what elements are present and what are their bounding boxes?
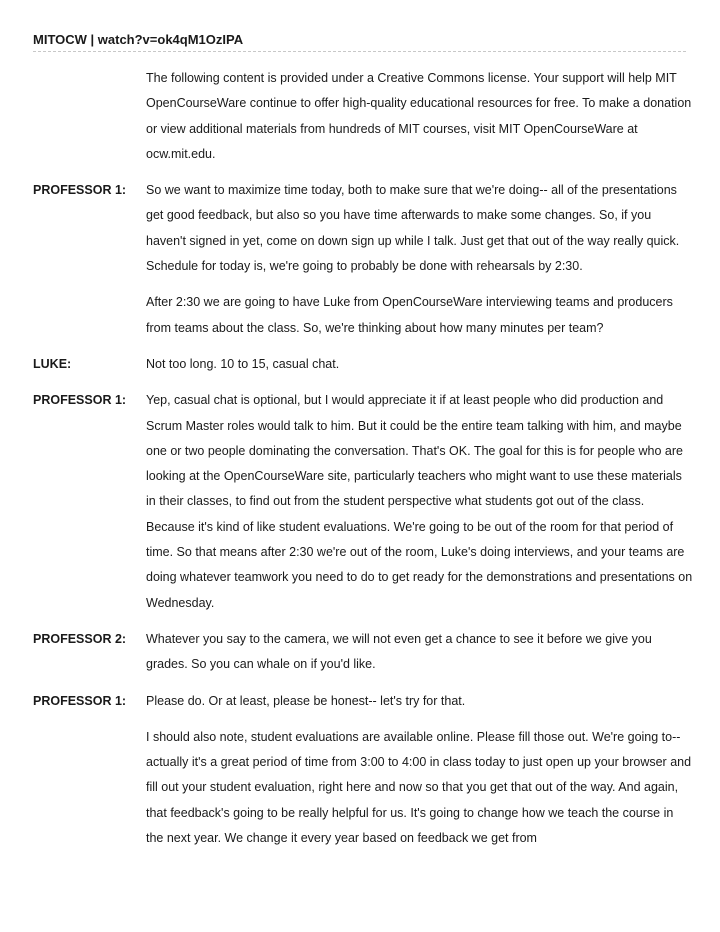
document-header [33,31,686,52]
paragraph: So we want to maximize time today, both to make sure that we're doing-- all of the presentations get good feedback, but also so you have time afterwards to make some changes. So, if you haven't signed in yet, come on down sign up while I talk. Just get that out of the way really quick. Schedule for today is, we're going to probably be done with rehearsals by 2:30. [146,183,680,274]
entry-text [146,352,693,377]
speaker-label: PROFESSOR 1: [33,183,127,198]
transcript-entry [33,627,693,678]
transcript-entry [33,352,693,377]
speaker-label: PROFESSOR 1: [33,693,127,708]
entry-text [146,388,693,616]
transcript-entry [33,388,693,616]
speaker-label: PROFESSOR 1: [33,393,127,408]
paragraph: Not too long. 10 to 15, casual chat. [146,356,340,371]
speaker-label: PROFESSOR 2: [33,631,127,646]
document-title: MITOCW | watch?v=ok4qM1OzIPA [33,32,244,47]
paragraph: Please do. Or at least, please be honest-- let's try for that. [146,693,466,708]
paragraph: The following content is provided under a Creative Commons license. Your support will help MIT OpenCourseWare continue to offer high-quality educational resources for free. To make a donation or view additional materials from hundreds of MIT courses, visit MIT OpenCourseWare at ocw.mit.edu. [146,71,692,161]
speaker-label: LUKE: [33,356,72,371]
paragraph: After 2:30 we are going to have Luke from OpenCourseWare interviewing teams and producers from teams about the class. So, we're thinking about how many minutes per team? [146,295,673,335]
transcript-entry [33,689,693,852]
entry-text [146,178,693,341]
paragraph: Yep, casual chat is optional, but I would appreciate it if at least people who did production and Scrum Master roles would talk to him. But it could be the entire team talking with him, and maybe one or two people dominating the conversation. That's OK. The goal for this is for people who are looking at the OpenCourseWare site, particularly teachers who might want to use these materials in their classes, to find out from the student perspective what students got out of the class. Because it's kind of like student evaluations. We're going to be out of the room for that period of time. So that means after 2:30 we're out of the room, Luke's doing interviews, and your teams are doing whatever teamwork you need to do to get ready for the demonstrations and presentations on Wednesday. [146,393,693,610]
transcript-entry [33,178,693,341]
paragraph: I should also note, student evaluations are available online. Please fill those out. We're going to-- actually it's a great period of time from 3:00 to 4:00 in class today to just open up your browser and fill out your student evaluation, right here and now so that you get that out of the way. And again, that feedback's going to be really helpful for us. It's going to change how we teach the course in the next year. We change it every year based on feedback we get from [146,729,692,846]
entry-text [146,689,693,852]
paragraph: Whatever you say to the camera, we will not even get a chance to see it before we give you grades. So you can whale on if you'd like. [146,631,652,672]
entry-text [146,627,693,678]
transcript [33,66,693,862]
transcript-entry [33,66,693,167]
entry-text [146,66,693,167]
speaker-label [33,66,146,167]
